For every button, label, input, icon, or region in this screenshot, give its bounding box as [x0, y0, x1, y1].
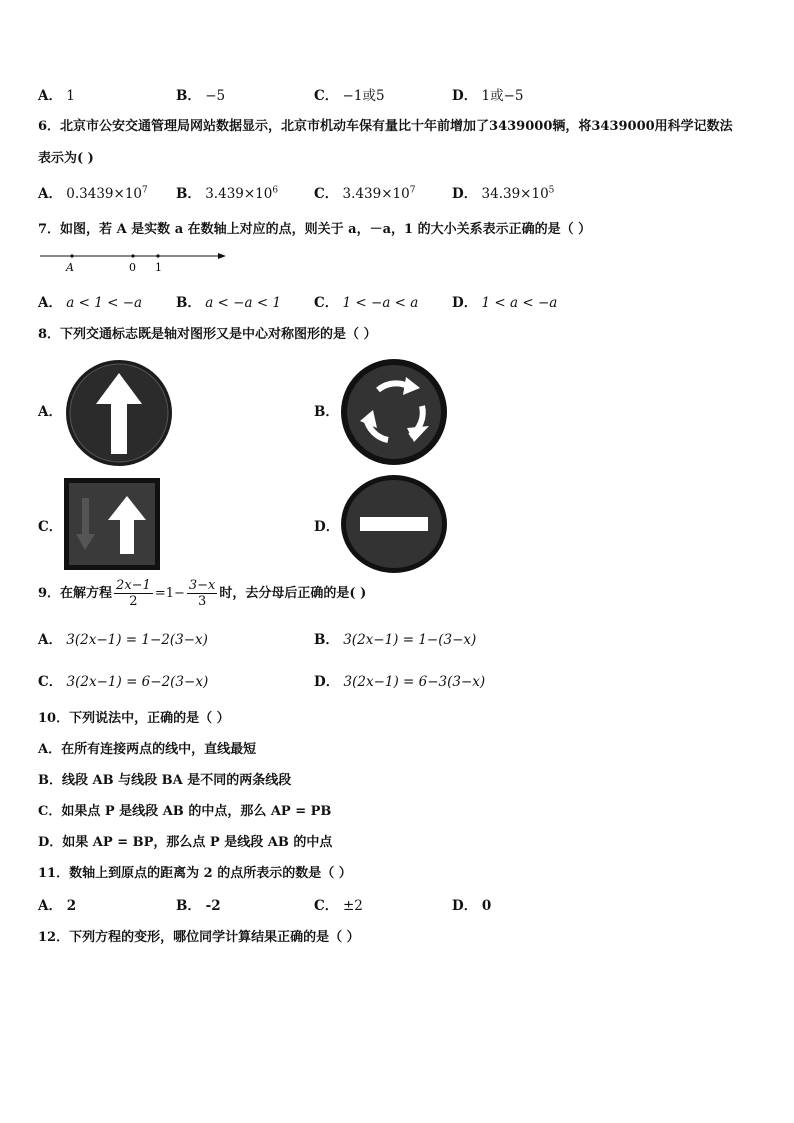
q5-option-d: D． 1或−5	[452, 88, 524, 104]
q12-stem: 12．下列方程的变形，哪位同学计算结果正确的是（ ）	[38, 930, 360, 945]
q9-fraction-right: $\frac{3-x}{3}$	[188, 578, 216, 609]
point-a-label: A	[66, 261, 74, 274]
q5-option-c: C． −1或5	[314, 88, 385, 104]
q6-option-b: B． $3.439\times 10^6$	[176, 185, 279, 202]
q7-stem: 7．如图，若 A 是实数 a 在数轴上对应的点，则关于 a，－a，1 的大小关系表示正确的是（ ）	[38, 222, 592, 237]
q8-sign-d-no-entry-icon	[340, 474, 448, 574]
q6-option-a: A． $0.3439\times 10^7$	[38, 185, 148, 202]
q10-option-c: C．如果点 P 是线段 AB 的中点，那么 AP = PB	[38, 804, 332, 819]
q10-stem: 10．下列说法中，正确的是（ ）	[38, 711, 230, 726]
q7-option-b: B． a < −a < 1	[176, 295, 282, 311]
zero-label: 0	[129, 261, 136, 274]
q5-option-a: A． 1	[38, 88, 75, 104]
point-one-dot	[156, 254, 159, 257]
q8-stem: 8．下列交通标志既是轴对图形又是中心对称图形的是（ ）	[38, 327, 377, 342]
q11-option-b: B． -2	[176, 898, 221, 914]
point-a-dot	[70, 254, 73, 257]
q9-option-b: B． 3(2x−1) = 1−(3−x)	[314, 632, 477, 648]
q8-option-d-letter: D．	[314, 519, 340, 535]
q7-option-a: A． a < 1 < −a	[38, 295, 143, 311]
q6-stem-line1: 6．北京市公安交通管理局网站数据显示，北京市机动车保有量比十年前增加了3439000辆，将3439000用科学记数法	[38, 119, 733, 134]
q8-option-a-letter: A．	[38, 404, 62, 420]
q6-option-c: C． $3.439\times 10^7$	[314, 185, 416, 202]
q8-option-b-letter: B．	[314, 404, 339, 420]
q7-option-d: D． 1 < a < −a	[452, 295, 558, 311]
q8-option-c-letter: C．	[38, 519, 63, 535]
q11-stem: 11．数轴上到原点的距离为 2 的点所表示的数是（ ）	[38, 866, 352, 881]
q8-sign-a-ahead-only-icon	[64, 358, 174, 468]
q7-number-line	[38, 246, 238, 276]
q8-sign-b-roundabout-icon	[340, 358, 448, 466]
q5-option-b: B． −5	[176, 88, 226, 104]
q6-stem-line2: 表示为( )	[38, 151, 94, 166]
point-zero-dot	[131, 254, 134, 257]
q6-option-d: D． $34.39\times 10^5$	[452, 185, 555, 202]
q10-option-b: B．线段 AB 与线段 BA 是不同的两条线段	[38, 773, 292, 788]
one-label: 1	[155, 261, 162, 274]
q9-fraction-left: $\frac{2x-1}{2}$	[116, 578, 151, 609]
q11-option-c: C． ±2	[314, 898, 363, 914]
q8-sign-c-lane-direction-icon	[64, 478, 160, 570]
q9-option-d: D． 3(2x−1) = 6−3(3−x)	[314, 674, 486, 690]
q9-option-c: C． 3(2x−1) = 6−2(3−x)	[38, 674, 209, 690]
q9-stem: 9．在解方程 $\frac{2x-1}{2}$ =1− $\frac{3-x}{3}$ 时，去分母后正确的是( )	[38, 578, 367, 609]
q10-option-d: D．如果 AP = BP，那么点 P 是线段 AB 的中点	[38, 835, 333, 850]
q7-option-c: C． 1 < −a < a	[314, 295, 419, 311]
q9-option-a: A． 3(2x−1) = 1−2(3−x)	[38, 632, 208, 648]
q11-option-a: A． 2	[38, 898, 77, 914]
q11-option-d: D． 0	[452, 898, 492, 914]
q10-option-a: A．在所有连接两点的线中，直线最短	[38, 742, 257, 757]
